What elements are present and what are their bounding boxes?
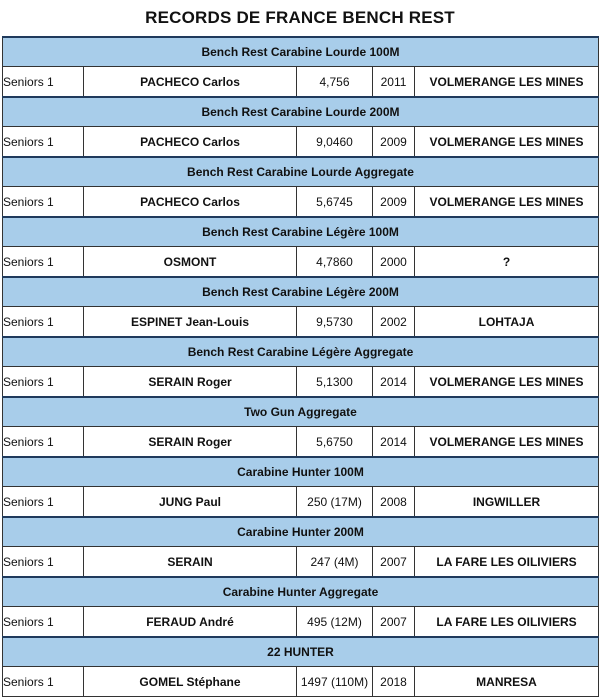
record-score: 1497 (110M) bbox=[297, 667, 373, 697]
record-category: Seniors 1 bbox=[3, 367, 84, 398]
record-category: Seniors 1 bbox=[3, 187, 84, 218]
section-header-row bbox=[3, 457, 599, 487]
record-category: Seniors 1 bbox=[3, 307, 84, 338]
record-holder-name: PACHECO Carlos bbox=[84, 127, 297, 158]
section-header-row bbox=[3, 637, 599, 667]
record-holder-name: SERAIN Roger bbox=[84, 367, 297, 398]
record-year: 2000 bbox=[373, 247, 415, 278]
record-holder-name: ESPINET Jean-Louis bbox=[84, 307, 297, 338]
section-header-row bbox=[3, 337, 599, 367]
record-holder-name: GOMEL Stéphane bbox=[84, 667, 297, 697]
records-body bbox=[3, 37, 599, 697]
record-row bbox=[3, 127, 599, 158]
record-category: Seniors 1 bbox=[3, 247, 84, 278]
section-heading: Bench Rest Carabine Légère 100M bbox=[3, 217, 599, 247]
record-year: 2002 bbox=[373, 307, 415, 338]
record-holder-name: SERAIN bbox=[84, 547, 297, 578]
section-header-row bbox=[3, 217, 599, 247]
section-heading: Carabine Hunter 200M bbox=[3, 517, 599, 547]
record-location: VOLMERANGE LES MINES bbox=[415, 427, 599, 458]
record-row bbox=[3, 487, 599, 518]
record-score: 9,0460 bbox=[297, 127, 373, 158]
record-location: ? bbox=[415, 247, 599, 278]
record-location: VOLMERANGE LES MINES bbox=[415, 67, 599, 98]
record-category: Seniors 1 bbox=[3, 547, 84, 578]
record-holder-name: PACHECO Carlos bbox=[84, 67, 297, 98]
record-row bbox=[3, 67, 599, 98]
record-year: 2014 bbox=[373, 427, 415, 458]
record-score: 5,1300 bbox=[297, 367, 373, 398]
section-heading: Carabine Hunter 100M bbox=[3, 457, 599, 487]
record-year: 2009 bbox=[373, 127, 415, 158]
record-location: INGWILLER bbox=[415, 487, 599, 518]
record-year: 2007 bbox=[373, 547, 415, 578]
section-header-row bbox=[3, 97, 599, 127]
record-year: 2009 bbox=[373, 187, 415, 218]
record-row bbox=[3, 667, 599, 697]
page-title: RECORDS DE FRANCE BENCH REST bbox=[145, 8, 455, 27]
record-location: VOLMERANGE LES MINES bbox=[415, 127, 599, 158]
record-row bbox=[3, 547, 599, 578]
section-heading: Bench Rest Carabine Lourde Aggregate bbox=[3, 157, 599, 187]
record-holder-name: OSMONT bbox=[84, 247, 297, 278]
section-header-row bbox=[3, 577, 599, 607]
section-heading: Carabine Hunter Aggregate bbox=[3, 577, 599, 607]
record-holder-name: PACHECO Carlos bbox=[84, 187, 297, 218]
record-category: Seniors 1 bbox=[3, 67, 84, 98]
record-row bbox=[3, 307, 599, 338]
section-header-row bbox=[3, 517, 599, 547]
record-year: 2007 bbox=[373, 607, 415, 638]
section-heading: Bench Rest Carabine Lourde 100M bbox=[3, 37, 599, 67]
section-heading: 22 HUNTER bbox=[3, 637, 599, 667]
records-table bbox=[2, 36, 599, 697]
record-category: Seniors 1 bbox=[3, 667, 84, 697]
record-score: 9,5730 bbox=[297, 307, 373, 338]
record-holder-name: FERAUD André bbox=[84, 607, 297, 638]
section-heading: Bench Rest Carabine Lourde 200M bbox=[3, 97, 599, 127]
record-category: Seniors 1 bbox=[3, 427, 84, 458]
section-header-row bbox=[3, 277, 599, 307]
record-year: 2014 bbox=[373, 367, 415, 398]
section-heading: Bench Rest Carabine Légère 200M bbox=[3, 277, 599, 307]
record-category: Seniors 1 bbox=[3, 607, 84, 638]
record-category: Seniors 1 bbox=[3, 487, 84, 518]
record-row bbox=[3, 187, 599, 218]
record-score: 4,7860 bbox=[297, 247, 373, 278]
record-year: 2011 bbox=[373, 67, 415, 98]
record-location: LA FARE LES OILIVIERS bbox=[415, 547, 599, 578]
record-location: VOLMERANGE LES MINES bbox=[415, 187, 599, 218]
section-header-row bbox=[3, 157, 599, 187]
record-row bbox=[3, 247, 599, 278]
record-year: 2008 bbox=[373, 487, 415, 518]
record-score: 247 (4M) bbox=[297, 547, 373, 578]
record-score: 4,756 bbox=[297, 67, 373, 98]
record-score: 5,6745 bbox=[297, 187, 373, 218]
section-heading: Bench Rest Carabine Légère Aggregate bbox=[3, 337, 599, 367]
record-year: 2018 bbox=[373, 667, 415, 697]
section-heading: Two Gun Aggregate bbox=[3, 397, 599, 427]
record-score: 5,6750 bbox=[297, 427, 373, 458]
record-row bbox=[3, 427, 599, 458]
record-holder-name: SERAIN Roger bbox=[84, 427, 297, 458]
section-header-row bbox=[3, 37, 599, 67]
record-category: Seniors 1 bbox=[3, 127, 84, 158]
record-holder-name: JUNG Paul bbox=[84, 487, 297, 518]
record-score: 250 (17M) bbox=[297, 487, 373, 518]
record-location: LOHTAJA bbox=[415, 307, 599, 338]
record-score: 495 (12M) bbox=[297, 607, 373, 638]
record-location: LA FARE LES OILIVIERS bbox=[415, 607, 599, 638]
record-row bbox=[3, 367, 599, 398]
record-location: VOLMERANGE LES MINES bbox=[415, 367, 599, 398]
section-header-row bbox=[3, 397, 599, 427]
record-row bbox=[3, 607, 599, 638]
record-location: MANRESA bbox=[415, 667, 599, 697]
